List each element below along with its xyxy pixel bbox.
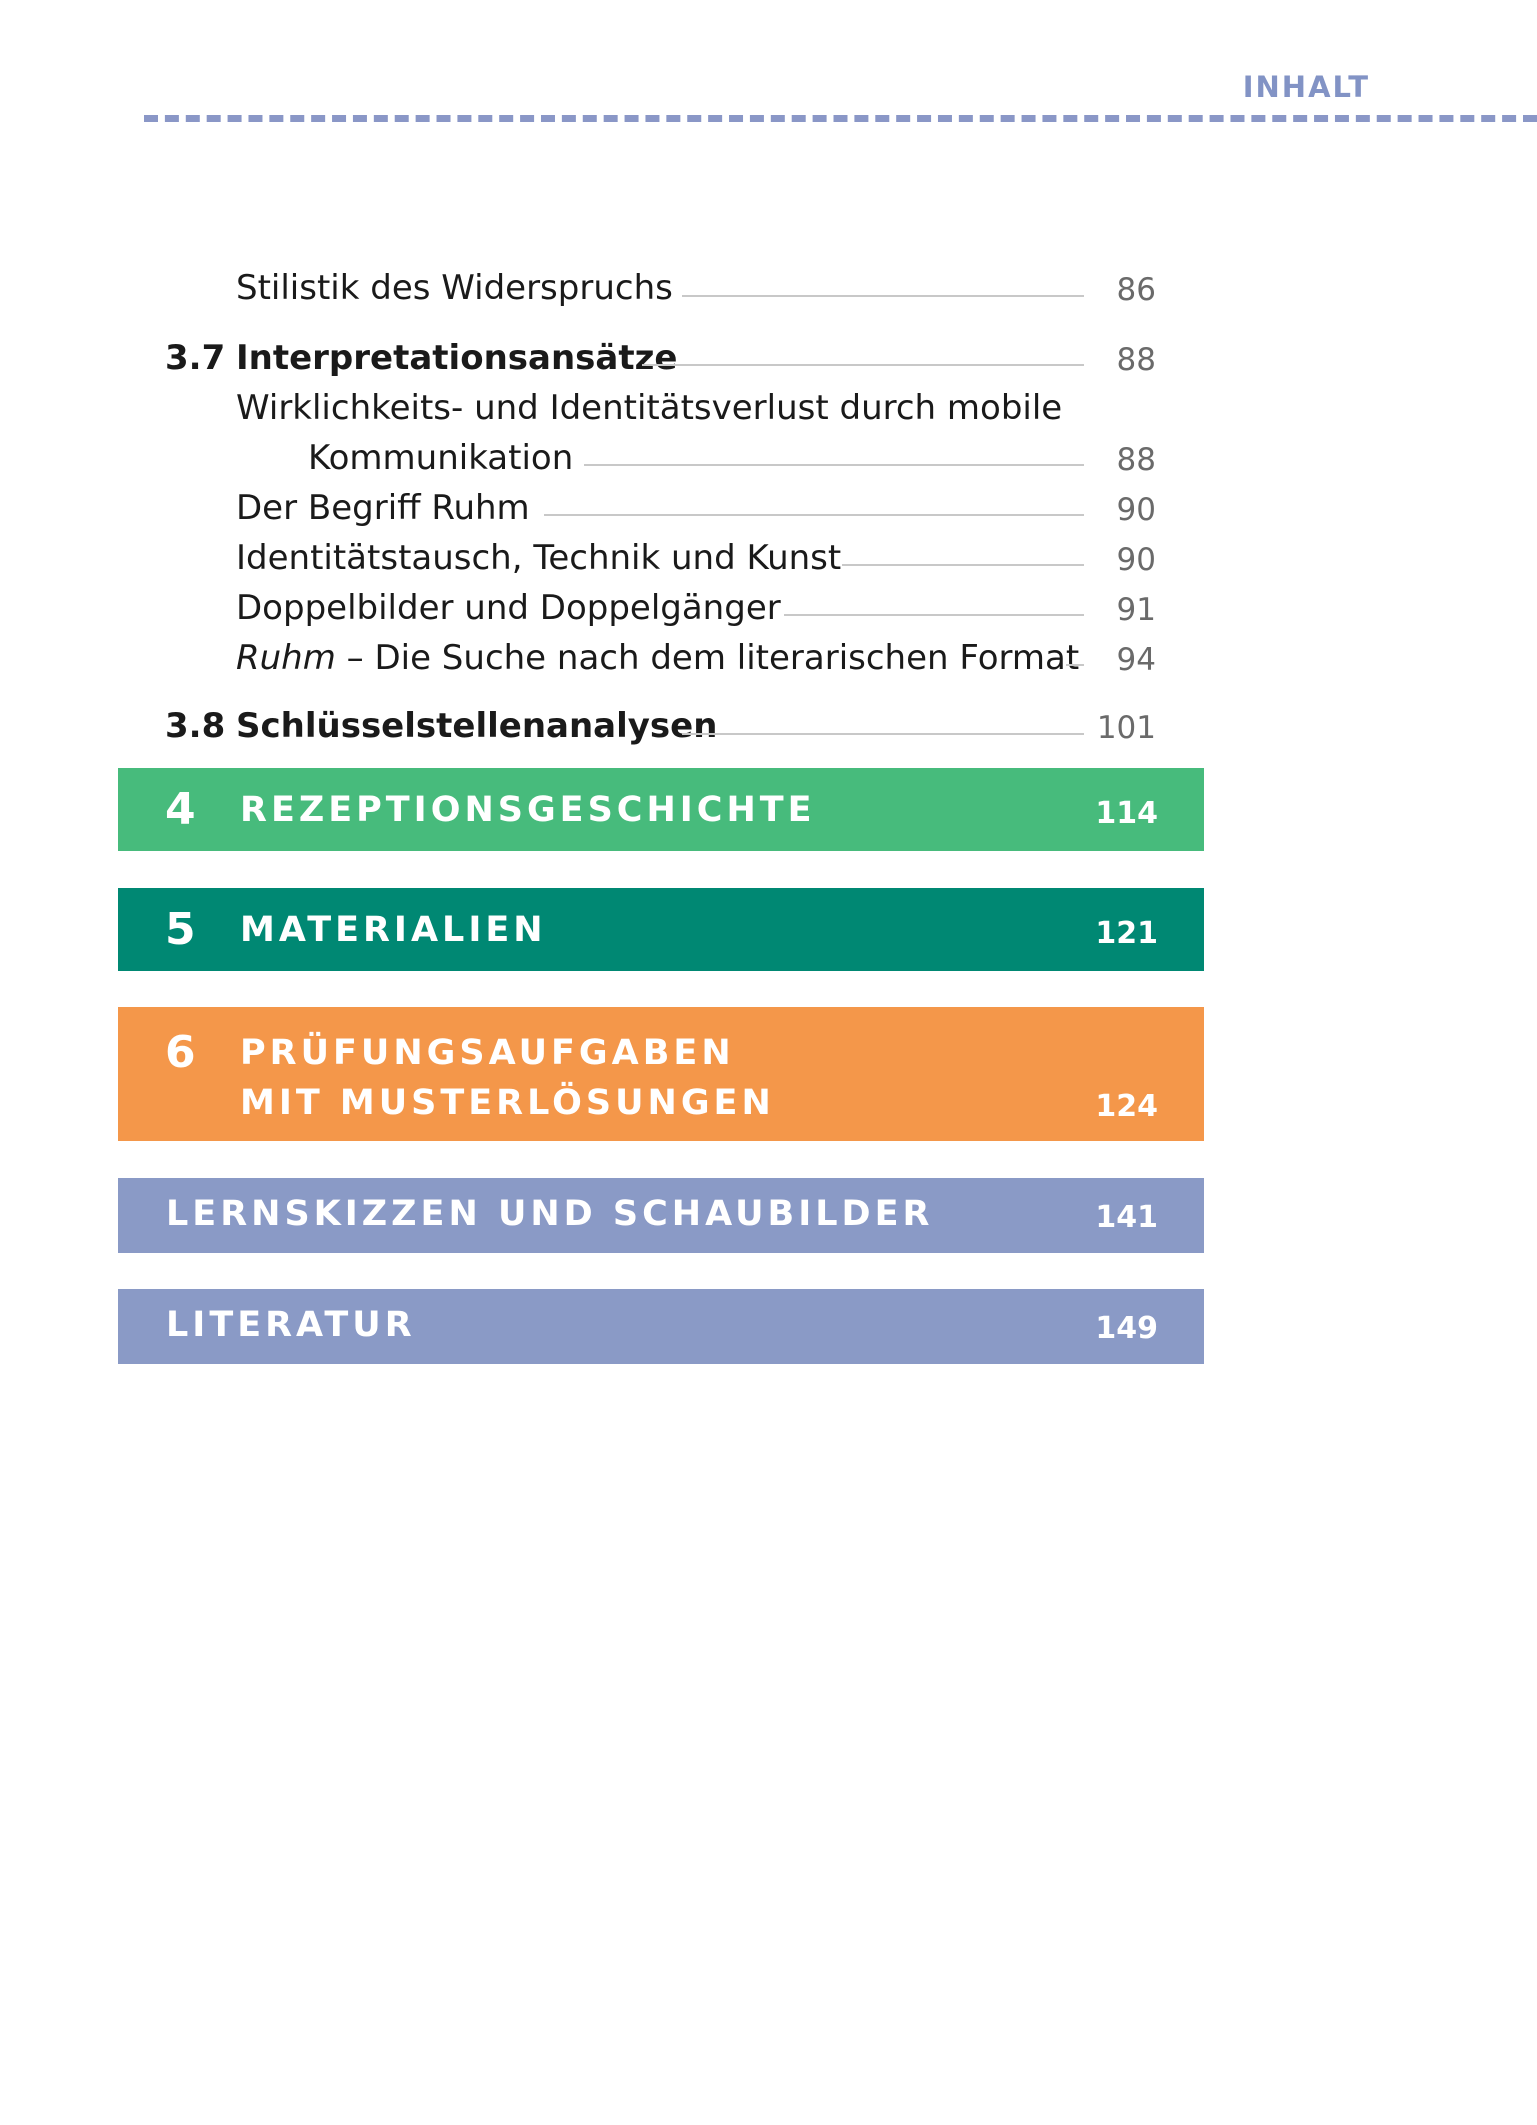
chapter-page: 121 — [1095, 916, 1158, 951]
chapter-number: 4 — [165, 784, 196, 835]
toc-entry-title[interactable]: Stilistik des Widerspruchs — [236, 268, 673, 308]
toc-entry-title[interactable]: Der Begriff Ruhm — [236, 488, 530, 528]
toc-entry-title-line2[interactable]: Kommunikation — [308, 438, 574, 478]
chapter-number: 6 — [165, 1027, 196, 1078]
chapter-page: 124 — [1095, 1089, 1158, 1124]
chapter-title-line1: PRÜFUNGSAUFGABEN — [240, 1033, 735, 1073]
section-number: 3.7 — [165, 338, 226, 378]
chapter-band-4[interactable] — [118, 768, 1204, 851]
toc-entry-title[interactable]: Doppelbilder und Doppelgänger — [236, 588, 781, 628]
title-italic-part: Ruhm — [236, 638, 336, 678]
running-header: INHALT — [1242, 70, 1370, 104]
chapter-page: 114 — [1095, 796, 1158, 831]
toc-entry-page: 94 — [1116, 642, 1156, 678]
header-dashed-rule — [144, 115, 1537, 122]
title-rest: – Die Suche nach dem literarischen Format — [335, 638, 1080, 678]
leader-line — [544, 514, 1084, 516]
section-title: LITERATUR — [166, 1305, 416, 1345]
toc-section-title[interactable]: Interpretationsansätze — [236, 338, 678, 378]
chapter-number: 5 — [165, 904, 196, 955]
section-page: 149 — [1095, 1311, 1158, 1346]
toc-entry-page: 91 — [1116, 592, 1156, 628]
toc-entry-page: 86 — [1116, 272, 1156, 308]
chapter-band-5[interactable] — [118, 888, 1204, 971]
leader-line — [584, 464, 1084, 466]
toc-entry-page: 88 — [1116, 442, 1156, 478]
toc-entry-title-line1[interactable]: Wirklichkeits- und Identitätsverlust durch mobile — [236, 388, 1063, 428]
leader-line — [642, 364, 1084, 366]
chapter-title: MATERIALIEN — [240, 910, 547, 950]
chapter-band-6[interactable] — [118, 1007, 1204, 1141]
section-band-literatur[interactable] — [118, 1289, 1204, 1364]
toc-entry-title[interactable]: Identitätstausch, Technik und Kunst — [236, 538, 842, 578]
chapter-title-line2: MIT MUSTERLÖSUNGEN — [240, 1083, 775, 1123]
section-number: 3.8 — [165, 706, 226, 746]
leader-line — [682, 295, 1084, 297]
section-title: LERNSKIZZEN UND SCHAUBILDER — [166, 1194, 934, 1234]
toc-entry-page: 88 — [1116, 342, 1156, 378]
toc-entry-title[interactable] — [236, 638, 1079, 678]
toc-entry-page: 101 — [1096, 710, 1156, 746]
leader-line — [682, 733, 1084, 735]
toc-entry-page: 90 — [1116, 492, 1156, 528]
toc-section-title[interactable]: Schlüsselstellenanalysen — [236, 706, 718, 746]
toc-entry-page: 90 — [1116, 542, 1156, 578]
section-page: 141 — [1095, 1200, 1158, 1235]
chapter-title: REZEPTIONSGESCHICHTE — [240, 790, 816, 830]
section-band-lernskizzen[interactable] — [118, 1178, 1204, 1253]
